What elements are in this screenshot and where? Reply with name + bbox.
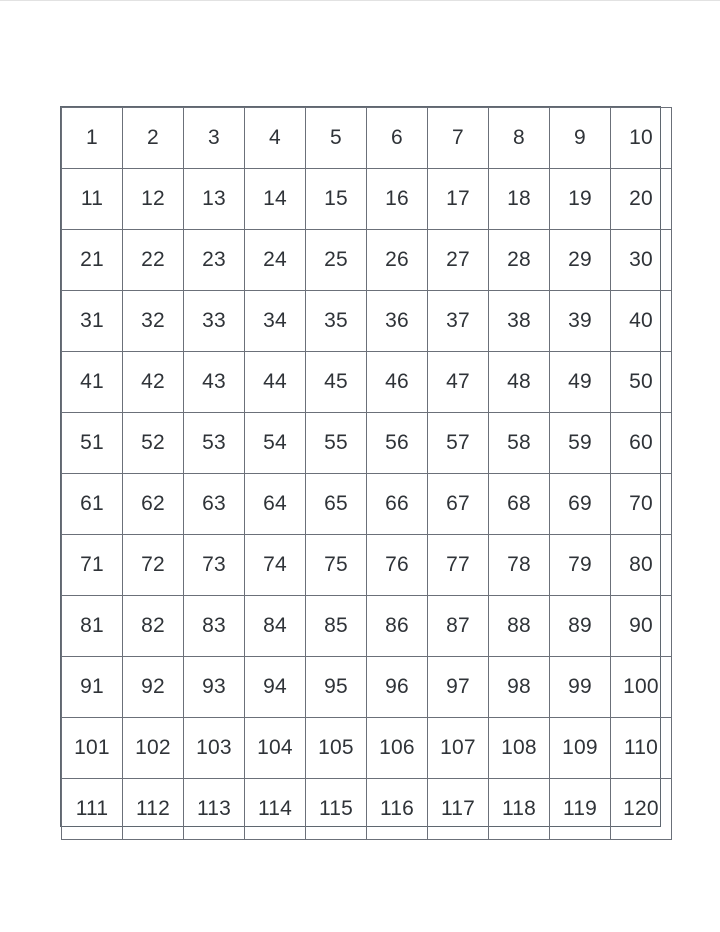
number-cell: 16 bbox=[367, 169, 428, 230]
number-cell: 73 bbox=[184, 535, 245, 596]
number-cell: 72 bbox=[123, 535, 184, 596]
grid-row bbox=[62, 596, 672, 657]
grid-row bbox=[62, 657, 672, 718]
number-cell: 83 bbox=[184, 596, 245, 657]
number-cell: 51 bbox=[62, 413, 123, 474]
number-cell: 50 bbox=[611, 352, 672, 413]
number-grid bbox=[61, 107, 672, 840]
number-cell: 74 bbox=[245, 535, 306, 596]
number-cell: 13 bbox=[184, 169, 245, 230]
number-cell: 79 bbox=[550, 535, 611, 596]
number-cell: 91 bbox=[62, 657, 123, 718]
number-cell: 110 bbox=[611, 718, 672, 779]
number-cell: 77 bbox=[428, 535, 489, 596]
number-cell: 48 bbox=[489, 352, 550, 413]
grid-row bbox=[62, 230, 672, 291]
number-cell: 82 bbox=[123, 596, 184, 657]
number-cell: 58 bbox=[489, 413, 550, 474]
number-cell: 28 bbox=[489, 230, 550, 291]
number-cell: 71 bbox=[62, 535, 123, 596]
number-cell: 54 bbox=[245, 413, 306, 474]
number-cell: 111 bbox=[62, 779, 123, 840]
number-cell: 39 bbox=[550, 291, 611, 352]
number-cell: 61 bbox=[62, 474, 123, 535]
grid-row bbox=[62, 169, 672, 230]
grid-row bbox=[62, 108, 672, 169]
number-cell: 64 bbox=[245, 474, 306, 535]
number-cell: 20 bbox=[611, 169, 672, 230]
number-cell: 86 bbox=[367, 596, 428, 657]
number-cell: 94 bbox=[245, 657, 306, 718]
number-cell: 44 bbox=[245, 352, 306, 413]
number-cell: 115 bbox=[306, 779, 367, 840]
number-cell: 14 bbox=[245, 169, 306, 230]
number-cell: 116 bbox=[367, 779, 428, 840]
number-cell: 112 bbox=[123, 779, 184, 840]
number-cell: 21 bbox=[62, 230, 123, 291]
number-cell: 33 bbox=[184, 291, 245, 352]
number-cell: 107 bbox=[428, 718, 489, 779]
number-cell: 34 bbox=[245, 291, 306, 352]
number-cell: 55 bbox=[306, 413, 367, 474]
number-grid-body bbox=[62, 108, 672, 840]
number-cell: 46 bbox=[367, 352, 428, 413]
number-cell: 75 bbox=[306, 535, 367, 596]
number-cell: 67 bbox=[428, 474, 489, 535]
number-cell: 6 bbox=[367, 108, 428, 169]
grid-row bbox=[62, 413, 672, 474]
number-cell: 102 bbox=[123, 718, 184, 779]
grid-row bbox=[62, 779, 672, 840]
number-cell: 98 bbox=[489, 657, 550, 718]
number-cell: 97 bbox=[428, 657, 489, 718]
number-cell: 59 bbox=[550, 413, 611, 474]
number-chart bbox=[60, 106, 661, 827]
number-cell: 88 bbox=[489, 596, 550, 657]
number-cell: 120 bbox=[611, 779, 672, 840]
number-cell: 101 bbox=[62, 718, 123, 779]
grid-row bbox=[62, 352, 672, 413]
number-cell: 103 bbox=[184, 718, 245, 779]
number-cell: 27 bbox=[428, 230, 489, 291]
number-cell: 85 bbox=[306, 596, 367, 657]
number-cell: 95 bbox=[306, 657, 367, 718]
number-cell: 100 bbox=[611, 657, 672, 718]
number-cell: 113 bbox=[184, 779, 245, 840]
number-cell: 40 bbox=[611, 291, 672, 352]
number-cell: 96 bbox=[367, 657, 428, 718]
number-cell: 26 bbox=[367, 230, 428, 291]
number-cell: 23 bbox=[184, 230, 245, 291]
number-cell: 66 bbox=[367, 474, 428, 535]
number-cell: 76 bbox=[367, 535, 428, 596]
number-cell: 8 bbox=[489, 108, 550, 169]
grid-row bbox=[62, 291, 672, 352]
number-cell: 89 bbox=[550, 596, 611, 657]
number-cell: 108 bbox=[489, 718, 550, 779]
number-cell: 37 bbox=[428, 291, 489, 352]
grid-row bbox=[62, 535, 672, 596]
number-cell: 65 bbox=[306, 474, 367, 535]
number-cell: 9 bbox=[550, 108, 611, 169]
number-cell: 32 bbox=[123, 291, 184, 352]
number-cell: 81 bbox=[62, 596, 123, 657]
number-cell: 117 bbox=[428, 779, 489, 840]
number-cell: 62 bbox=[123, 474, 184, 535]
number-cell: 78 bbox=[489, 535, 550, 596]
number-cell: 42 bbox=[123, 352, 184, 413]
number-cell: 24 bbox=[245, 230, 306, 291]
number-cell: 92 bbox=[123, 657, 184, 718]
number-cell: 12 bbox=[123, 169, 184, 230]
number-cell: 49 bbox=[550, 352, 611, 413]
number-cell: 52 bbox=[123, 413, 184, 474]
number-cell: 104 bbox=[245, 718, 306, 779]
number-cell: 17 bbox=[428, 169, 489, 230]
number-cell: 4 bbox=[245, 108, 306, 169]
number-cell: 53 bbox=[184, 413, 245, 474]
number-cell: 31 bbox=[62, 291, 123, 352]
number-cell: 15 bbox=[306, 169, 367, 230]
number-cell: 22 bbox=[123, 230, 184, 291]
number-cell: 45 bbox=[306, 352, 367, 413]
number-cell: 30 bbox=[611, 230, 672, 291]
number-cell: 5 bbox=[306, 108, 367, 169]
number-cell: 36 bbox=[367, 291, 428, 352]
number-cell: 56 bbox=[367, 413, 428, 474]
number-cell: 63 bbox=[184, 474, 245, 535]
number-cell: 3 bbox=[184, 108, 245, 169]
number-cell: 10 bbox=[611, 108, 672, 169]
number-cell: 18 bbox=[489, 169, 550, 230]
page-top-divider bbox=[0, 0, 720, 1]
number-cell: 109 bbox=[550, 718, 611, 779]
number-cell: 70 bbox=[611, 474, 672, 535]
number-cell: 118 bbox=[489, 779, 550, 840]
number-cell: 1 bbox=[62, 108, 123, 169]
number-cell: 84 bbox=[245, 596, 306, 657]
number-cell: 105 bbox=[306, 718, 367, 779]
number-cell: 90 bbox=[611, 596, 672, 657]
number-cell: 7 bbox=[428, 108, 489, 169]
number-cell: 93 bbox=[184, 657, 245, 718]
grid-row bbox=[62, 474, 672, 535]
number-cell: 60 bbox=[611, 413, 672, 474]
number-cell: 19 bbox=[550, 169, 611, 230]
number-cell: 2 bbox=[123, 108, 184, 169]
number-cell: 80 bbox=[611, 535, 672, 596]
number-cell: 119 bbox=[550, 779, 611, 840]
number-cell: 57 bbox=[428, 413, 489, 474]
number-cell: 35 bbox=[306, 291, 367, 352]
number-cell: 114 bbox=[245, 779, 306, 840]
number-cell: 87 bbox=[428, 596, 489, 657]
number-cell: 69 bbox=[550, 474, 611, 535]
number-cell: 41 bbox=[62, 352, 123, 413]
number-cell: 47 bbox=[428, 352, 489, 413]
number-cell: 25 bbox=[306, 230, 367, 291]
number-cell: 68 bbox=[489, 474, 550, 535]
number-cell: 29 bbox=[550, 230, 611, 291]
grid-row bbox=[62, 718, 672, 779]
number-cell: 38 bbox=[489, 291, 550, 352]
number-cell: 11 bbox=[62, 169, 123, 230]
number-cell: 106 bbox=[367, 718, 428, 779]
number-cell: 99 bbox=[550, 657, 611, 718]
number-cell: 43 bbox=[184, 352, 245, 413]
